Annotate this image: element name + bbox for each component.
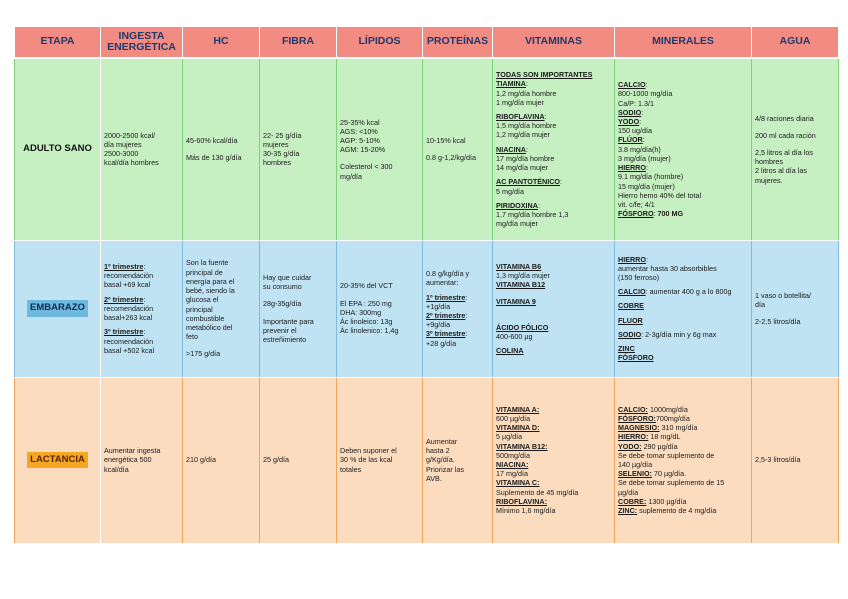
- text-line: Más de 130 g/día: [186, 153, 242, 163]
- text-line: Ca/P: 1.3/1: [618, 98, 654, 108]
- hc-cell: [183, 377, 260, 543]
- agua-cell: [752, 377, 839, 543]
- text-line: 1,7 mg/día hombre 1,3: [496, 209, 569, 219]
- text-line: 17 mg/día: [496, 469, 528, 479]
- vitamin-label: VITAMINA 9: [496, 297, 536, 307]
- lipidos-cell: [337, 58, 423, 240]
- text-line: 290 µg/día: [643, 441, 678, 451]
- agua-cell: [752, 240, 839, 377]
- text-line: hasta 2: [426, 446, 450, 456]
- text-line: 310 mg/día: [661, 423, 698, 433]
- vitamin-label: NIACINA: [496, 144, 526, 154]
- text-line: AGS: <10%: [340, 126, 378, 136]
- text-line: 0.8 g-1,2/kg/día: [426, 153, 476, 163]
- vitamin-label: VITAMINA C:: [496, 478, 540, 488]
- text-line: 2-2,5 litros/día: [755, 317, 801, 327]
- text-line: 700 MG: [657, 209, 684, 219]
- trimester-label: 1º trimestre: [426, 292, 466, 302]
- mineral-label: FLUOR: [618, 315, 643, 325]
- proteinas-cell: [423, 58, 493, 240]
- mineral-label: SODIO: [618, 107, 642, 117]
- text-line: +9g/día: [426, 320, 451, 330]
- text-line: feto: [186, 332, 198, 342]
- text-line: 1,2 mg/día mujer: [496, 130, 550, 140]
- text-line: 20-35% del VCT: [340, 281, 393, 291]
- mineral-label: HIERRO: [618, 163, 646, 173]
- vitamin-label: VITAMINA B12: [496, 280, 546, 290]
- text-line: 2 litros al día las: [755, 166, 807, 176]
- vitamin-label: RIBOFLAVINA: [496, 111, 545, 121]
- vitamin-label: ÁCIDO FÓLICO: [496, 322, 549, 332]
- row-adulto-sano: [15, 58, 839, 240]
- hc-cell: [183, 240, 260, 377]
- hc-cell: [183, 58, 260, 240]
- text-line: 1 mg/día mujer: [496, 97, 544, 107]
- mineral-label: YODO: [618, 116, 640, 126]
- mineral-label: CALCIO: [618, 287, 646, 297]
- proteinas-cell: [423, 377, 493, 543]
- text-line: kcal/día: [104, 464, 129, 474]
- mineral-label: ZINC: [618, 344, 635, 354]
- text-line: Son la fuente: [186, 258, 229, 268]
- row-lactancia: [15, 377, 839, 543]
- mineral-label: COBRE: [618, 301, 644, 311]
- text-line: 10-15% kcal: [426, 136, 466, 146]
- row-embarazo: [15, 240, 839, 377]
- stage-cell: [15, 58, 101, 240]
- text-line: Priorizar las: [426, 464, 464, 474]
- text-line: 210 g/día: [186, 455, 216, 465]
- text-line: hombres: [755, 157, 783, 167]
- text-line: 2,5 litros al día los: [755, 148, 813, 158]
- text-line: 2000-2500 kcal/: [104, 130, 156, 140]
- text-line: hombres: [263, 158, 291, 168]
- vitaminas-header: TODAS SON IMPORTANTES: [496, 70, 593, 80]
- text-line: Importante para: [263, 316, 314, 326]
- text-line: 4/8 raciones diaria: [755, 113, 814, 123]
- text-line: mujeres: [263, 140, 289, 150]
- mineral-label: COBRE:: [618, 496, 647, 506]
- text-line: 17 mg/día hombre: [496, 153, 555, 163]
- text-line: Se debe tomar suplemento de 15: [618, 478, 725, 488]
- text-line: mujeres.: [755, 175, 783, 185]
- text-line: 3.8 mg/día(h): [618, 144, 661, 154]
- text-line: 3 mg/día (mujer): [618, 153, 671, 163]
- vitaminas-cell: [493, 377, 615, 543]
- mineral-label: HIERRO:: [618, 432, 649, 442]
- text-line: 500mg/día: [496, 450, 530, 460]
- text-line: recomendación: [104, 271, 154, 281]
- text-line: 1 vaso o botellita/: [755, 290, 811, 300]
- header-hc: HC: [183, 27, 260, 59]
- ingesta-cell: 1º trimestre: recomendación basal +69 kcal 2º trimestre: recomendación basal+263 kcal 3º trimestre: recomendación basal +502 kcal: [101, 240, 183, 377]
- text-line: principal: [186, 304, 213, 314]
- vitamin-label: VITAMINA A:: [496, 404, 540, 414]
- text-line: Mínimo 1,6 mg/día: [496, 506, 556, 516]
- text-line: aumentar hasta 30 absorbibles: [618, 263, 717, 273]
- text-line: 1300 µg/día: [648, 496, 687, 506]
- text-line: 2-3g/día min y 6g max: [645, 329, 717, 339]
- header-ingesta: INGESTA ENERGÉTICA: [101, 27, 183, 59]
- ingesta-cell: [101, 377, 183, 543]
- mineral-label: FÓSFORO:: [618, 413, 656, 423]
- text-line: 150 ug/día: [618, 126, 652, 136]
- text-line: Ác linolenico: 1,4g: [340, 326, 399, 336]
- text-line: 1,5 mg/día hombre: [496, 121, 557, 131]
- text-line: Se debe tomar suplemento de: [618, 450, 715, 460]
- stage-cell: [15, 377, 101, 543]
- text-line: 14 mg/día mujer: [496, 163, 548, 173]
- text-line: basal+263 kcal: [104, 313, 153, 323]
- mineral-label: HIERRO: [618, 254, 646, 264]
- header-minerales: MINERALES: [615, 27, 752, 59]
- fibra-cell: [260, 58, 337, 240]
- text-line: 200 ml cada ración: [755, 130, 816, 140]
- text-line: 1,2 mg/día hombre: [496, 88, 557, 98]
- text-line: su consumo: [263, 282, 302, 292]
- text-line: Suplemento de 45 mg/día: [496, 487, 579, 497]
- mineral-label: YODO:: [618, 441, 642, 451]
- text-line: totales: [340, 464, 362, 474]
- minerales-cell: CALCIO: 800-1000 mg/día Ca/P: 1.3/1 SODIO: YODO: 150 ug/día FLÚOR: 3.8 mg/día(h) 3 mg/día (mujer) HIERRO: 9.1 mg/día (hombre) 15 mg/día (mujer) Hierro hemo 40% del total vit. c/fe; 4/1 FÓSFORO: 700 MG: [615, 58, 752, 240]
- vitaminas-cell: TODAS SON IMPORTANTES TIAMINA: 1,2 mg/día hombre 1 mg/día mujer RIBOFLAVINA: 1,5 mg/día hombre 1,2 mg/día mujer NIACINA: 17 mg/día hombre 14 mg/día mujer AC PANTOTÉNICO: 5 mg/día PIRIDOXINA: 1,7 mg/día hombre 1,3 mg/día mujer: [493, 58, 615, 240]
- text-line: 600 µg/día: [496, 413, 531, 423]
- text-line: combustible: [186, 313, 225, 323]
- text-line: 5 µg/día: [496, 432, 523, 442]
- trimester-label: 3º trimestre: [104, 327, 144, 337]
- mineral-label: MAGNESIO:: [618, 423, 660, 433]
- text-line: Deben suponer el: [340, 446, 397, 456]
- trimester-label: 3º trimestre: [426, 329, 466, 339]
- minerales-cell: [615, 377, 752, 543]
- text-line: 25 g/día: [263, 455, 289, 465]
- trimester-label: 1º trimestre: [104, 262, 144, 272]
- trimester-label: 2º trimestre: [426, 311, 466, 320]
- text-line: 9.1 mg/día (hombre): [618, 172, 684, 182]
- mineral-label: FLÚOR: [618, 135, 643, 145]
- text-line: 700mg/día: [655, 413, 690, 423]
- text-line: basal +69 kcal: [104, 280, 151, 290]
- text-line: AVB.: [426, 473, 442, 483]
- text-line: 2500-3000: [104, 149, 139, 159]
- text-line: basal +502 kcal: [104, 345, 155, 355]
- text-line: Colesterol < 300: [340, 162, 393, 172]
- text-line: 28g-35g/día: [263, 299, 302, 309]
- text-line: recomendación: [104, 336, 154, 346]
- stage-cell: [15, 240, 101, 377]
- text-line: DHA: 300mg: [340, 307, 382, 317]
- text-line: mg/día mujer: [496, 219, 538, 229]
- header-etapa: ETAPA: [15, 27, 101, 59]
- text-line: 18 mg/dL: [650, 432, 681, 442]
- vitamin-label: AC PANTOTÉNICO: [496, 177, 561, 187]
- vitamin-label: VITAMINA D:: [496, 423, 540, 433]
- text-line: prevenir el: [263, 325, 297, 335]
- mineral-label: CALCIO: [618, 80, 646, 90]
- stage-label: ADULTO SANO: [23, 143, 92, 155]
- text-line: aumentar:: [426, 278, 459, 288]
- vitamin-label: COLINA: [496, 346, 524, 356]
- text-line: 15 mg/día (mujer): [618, 181, 675, 191]
- header-row: [15, 27, 839, 59]
- trimester-label: 2º trimestre: [104, 294, 144, 304]
- text-line: Hay que cuidar: [263, 272, 312, 282]
- mineral-label: FÓSFORO: [618, 353, 654, 363]
- mineral-label: CALCIO:: [618, 404, 648, 414]
- text-line: día: [755, 299, 765, 309]
- header-agua: AGUA: [752, 27, 839, 59]
- text-line: bebé, siendo la: [186, 286, 235, 296]
- text-line: (150 ferroso): [618, 272, 660, 282]
- vitamin-label: NIACINA:: [496, 460, 529, 469]
- text-line: 0.8 g/kg/día y: [426, 269, 470, 279]
- mineral-label: SELENIO:: [618, 469, 652, 479]
- text-line: AGP: 5-10%: [340, 136, 380, 146]
- text-line: 45-60% kcal/día: [186, 136, 238, 146]
- text-line: 22- 25 g/día: [263, 130, 302, 140]
- stage-label: EMBARAZO: [27, 300, 88, 316]
- text-line: energía para el: [186, 276, 235, 286]
- text-line: principal de: [186, 267, 223, 277]
- text-line: energética 500: [104, 455, 152, 465]
- text-line: 140 µg/día: [618, 460, 653, 469]
- text-line: +28 g/día: [426, 338, 457, 348]
- mineral-label: FÓSFORO: [618, 209, 654, 219]
- header-lipidos: LÍPIDOS: [337, 27, 423, 59]
- vitamin-label: RIBOFLAVINA:: [496, 496, 547, 506]
- text-line: metabólico del: [186, 322, 233, 332]
- text-line: Hierro hemo 40% del total: [618, 190, 702, 200]
- lipidos-cell: [337, 240, 423, 377]
- stage-label: LACTANCIA: [27, 452, 88, 468]
- mineral-label: ZINC:: [618, 506, 638, 516]
- text-line: 5 mg/día: [496, 186, 524, 196]
- text-line: 800-1000 mg/día: [618, 89, 673, 99]
- proteinas-cell: 0.8 g/kg/día y aumentar: 1º trimestre: +1g/día 2º trimestre: +9g/día 3º trimestre: +28 g/día: [423, 240, 493, 377]
- vitamin-label: VITAMINA B6: [496, 261, 542, 271]
- text-line: 1000mg/día: [649, 404, 688, 414]
- text-line: g/Kg/día.: [426, 455, 455, 465]
- text-line: 25-35% kcal: [340, 117, 380, 127]
- text-line: aumentar 400 g a lo 800g: [649, 287, 732, 297]
- fibra-cell: [260, 240, 337, 377]
- text-line: Ác linoleico: 13g: [340, 317, 393, 327]
- text-line: vit. c/fe; 4/1: [618, 199, 655, 209]
- text-line: 400-600 µg: [496, 331, 533, 341]
- text-line: recomendación: [104, 303, 154, 313]
- vitamin-label: PIRIDOXINA: [496, 200, 538, 210]
- nutrition-table: [14, 26, 839, 544]
- header-proteinas: PROTEÍNAS: [423, 27, 493, 59]
- text-line: kcal/día hombres: [104, 158, 159, 168]
- text-line: >175 g/día: [186, 349, 221, 359]
- text-line: 70 µg/día.: [653, 469, 687, 479]
- text-line: AGM: 15-20%: [340, 145, 386, 155]
- mineral-label: SODIO: [618, 329, 642, 339]
- minerales-cell: HIERRO: aumentar hasta 30 absorbibles (150 ferroso) CALCIO: aumentar 400 g a lo 800g COBRE FLUOR SODIO: 2-3g/día min y 6g max ZINC FÓSFORO: [615, 240, 752, 377]
- text-line: 2,5-3 litros/día: [755, 455, 801, 465]
- lipidos-cell: [337, 377, 423, 543]
- text-line: El EPA : 250 mg: [340, 298, 392, 308]
- text-line: 30-35 g/día: [263, 149, 300, 159]
- text-line: 30 % de las kcal: [340, 455, 393, 465]
- text-line: glucosa el: [186, 295, 219, 305]
- text-line: Aumentar: [426, 436, 458, 446]
- text-line: suplemento de 4 mg/día: [639, 506, 717, 516]
- text-line: Aumentar ingesta: [104, 446, 161, 456]
- agua-cell: [752, 58, 839, 240]
- text-line: +1g/día: [426, 301, 451, 311]
- text-line: estreñimiento: [263, 334, 307, 344]
- text-line: µg/día: [618, 487, 639, 497]
- text-line: mg/día: [340, 171, 362, 181]
- fibra-cell: [260, 377, 337, 543]
- ingesta-cell: [101, 58, 183, 240]
- text-line: 1,3 mg/día mujer: [496, 270, 550, 280]
- vitamin-label: VITAMINA B12:: [496, 441, 548, 451]
- vitaminas-cell: [493, 240, 615, 377]
- header-fibra: FIBRA: [260, 27, 337, 59]
- vitamin-label: TIAMINA: [496, 79, 526, 89]
- header-vitaminas: VITAMINAS: [493, 27, 615, 59]
- text-line: día mujeres: [104, 140, 142, 150]
